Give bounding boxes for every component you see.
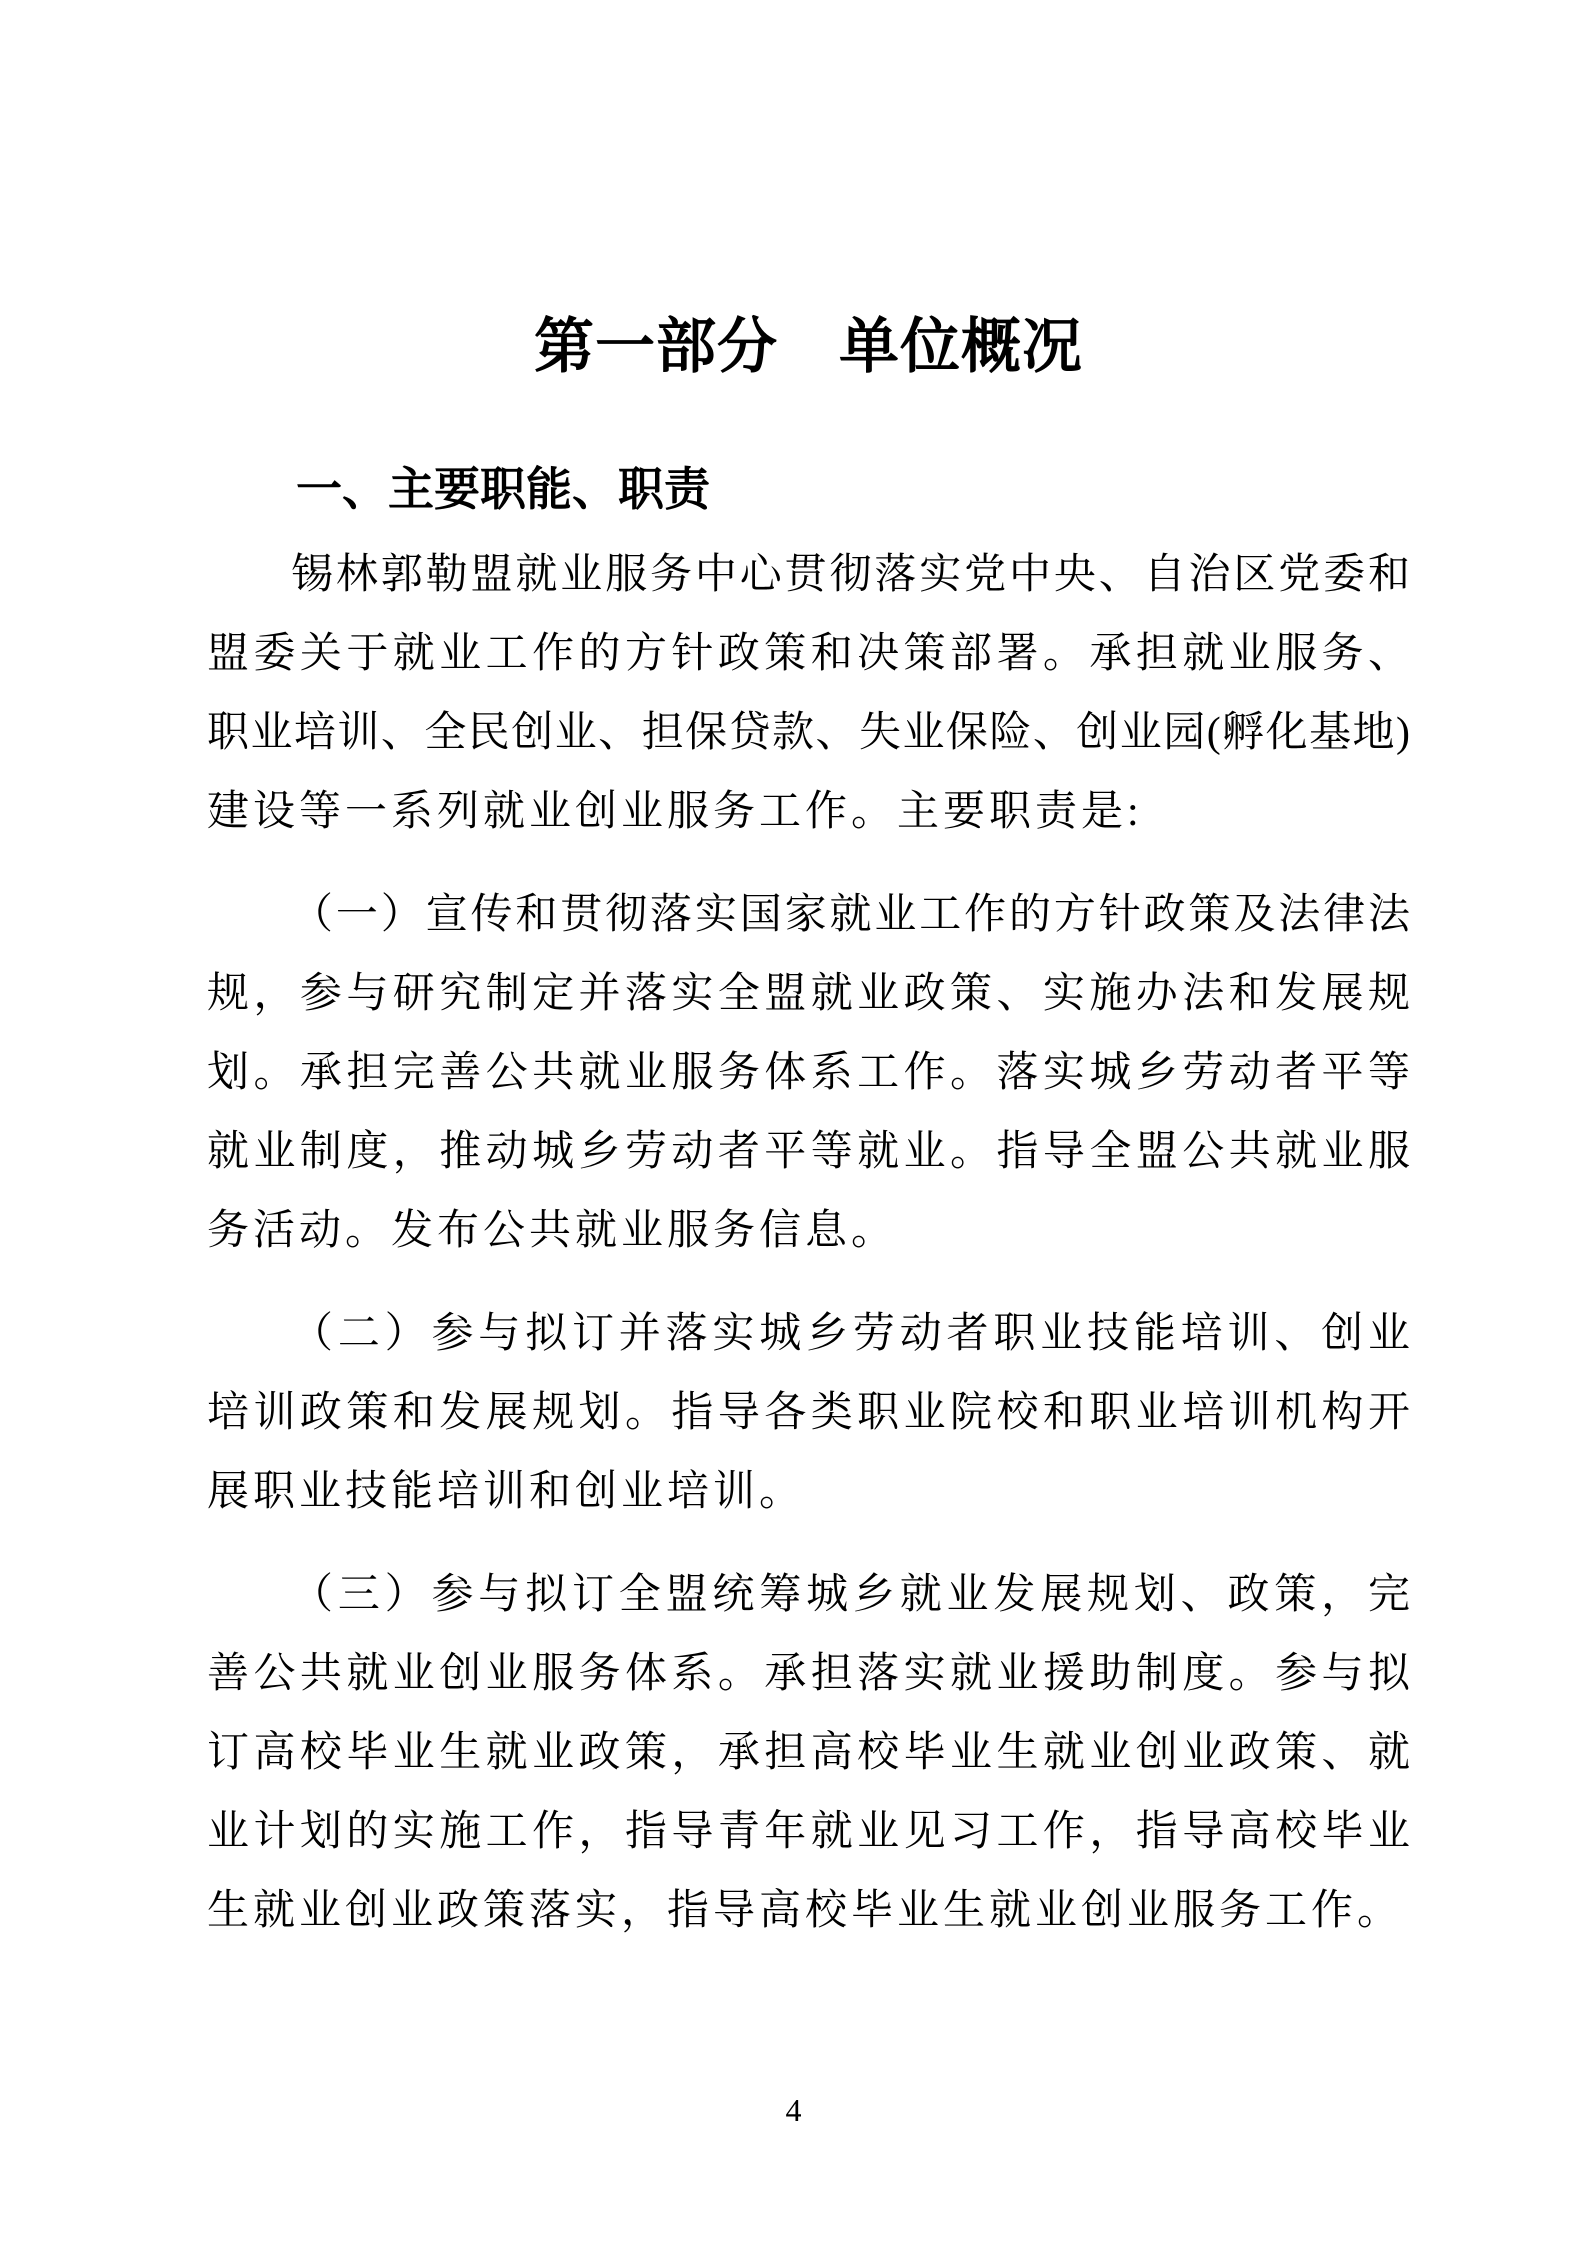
paragraph xyxy=(207,1556,1410,1951)
body-line: 建设等一系列就业创业服务工作。主要职责是: xyxy=(207,789,1143,835)
paragraph xyxy=(207,1295,1410,1532)
body-line: 订高校毕业生就业政策，承担高校毕业生就业创业政策、就 xyxy=(207,1730,1410,1776)
body-line: （二）参与拟订并落实城乡劳动者职业技能培训、创业 xyxy=(291,1311,1410,1357)
body-line: 业计划的实施工作，指导青年就业见习工作，指导高校毕业 xyxy=(207,1809,1410,1855)
section-heading: 一、主要职能、职责 xyxy=(296,463,710,515)
body-line: 锡林郭勒盟就业服务中心贯彻落实党中央、自治区党委和 xyxy=(291,552,1410,598)
body-line: 职业培训、全民创业、担保贷款、失业保险、创业园(孵化基地) xyxy=(207,710,1410,756)
body-line: 划。承担完善公共就业服务体系工作。落实城乡劳动者平等 xyxy=(207,1050,1410,1096)
paragraph xyxy=(207,876,1410,1271)
body-line: 善公共就业创业服务体系。承担落实就业援助制度。参与拟 xyxy=(207,1651,1410,1697)
page-number: 4 xyxy=(785,2092,802,2128)
body-line: 生就业创业政策落实，指导高校毕业生就业创业服务工作。 xyxy=(207,1888,1404,1934)
document-body xyxy=(207,536,1410,1951)
body-line: 就业制度，推动城乡劳动者平等就业。指导全盟公共就业服 xyxy=(207,1129,1410,1175)
page-title: 第一部分 单位概况 xyxy=(534,314,1083,380)
body-line: 展职业技能培训和创业培训。 xyxy=(207,1469,806,1515)
paragraph xyxy=(207,536,1410,852)
body-line: 培训政策和发展规划。指导各类职业院校和职业培训机构开 xyxy=(207,1390,1410,1436)
body-line: 务活动。发布公共就业服务信息。 xyxy=(207,1208,898,1254)
body-line: 盟委关于就业工作的方针政策和决策部署。承担就业服务、 xyxy=(207,631,1410,677)
body-line: （一）宣传和贯彻落实国家就业工作的方针政策及法律法 xyxy=(291,892,1410,938)
body-line: （三）参与拟订全盟统筹城乡就业发展规划、政策，完 xyxy=(291,1572,1410,1618)
body-line: 规，参与研究制定并落实全盟就业政策、实施办法和发展规 xyxy=(207,971,1410,1017)
